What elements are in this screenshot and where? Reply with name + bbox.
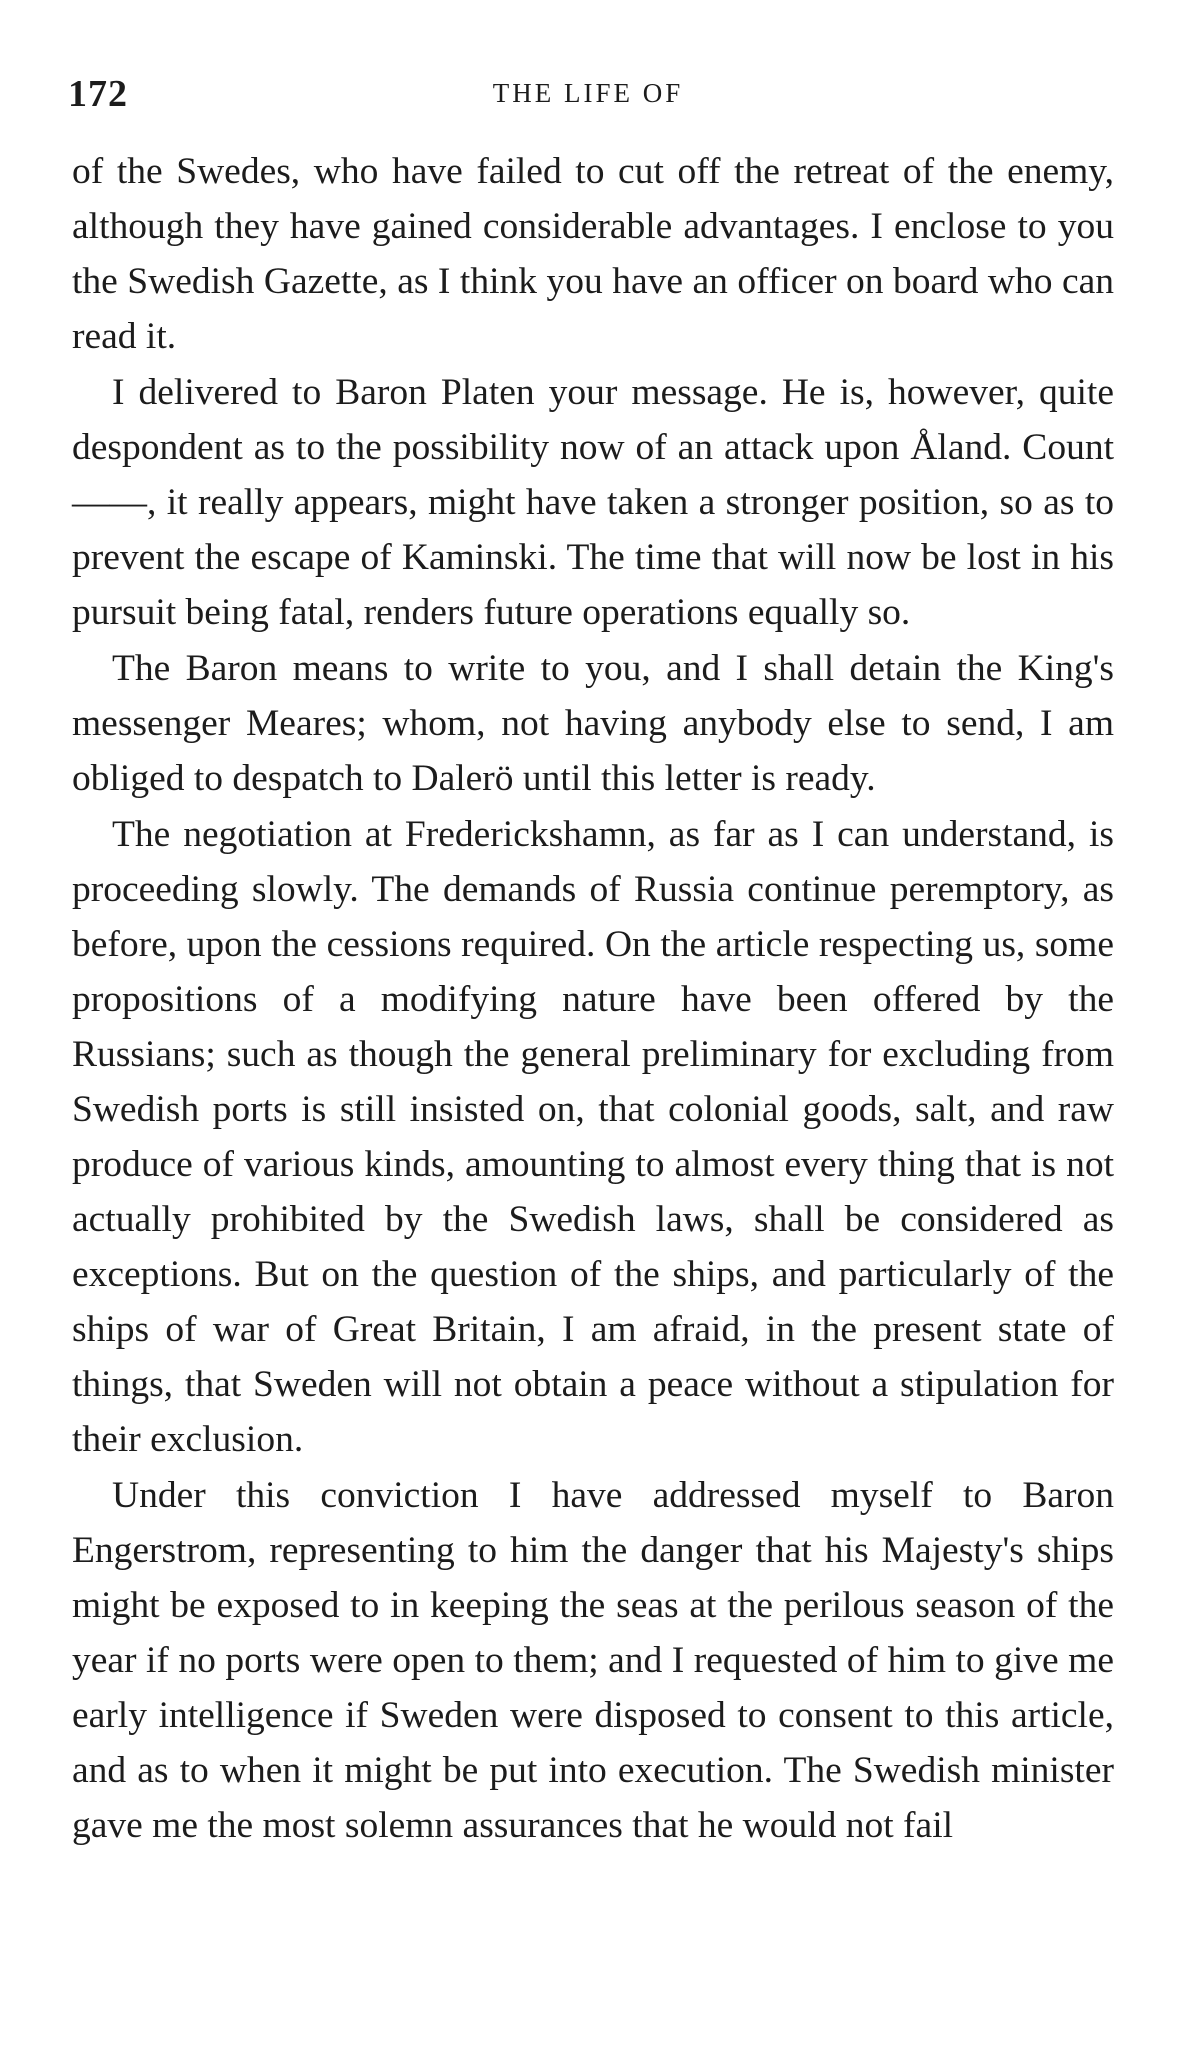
running-head [68, 72, 1108, 124]
paragraph-3: The Baron means to write to you, and I shall detain the King's messenger Meares; whom, not having anybody else to send, I am obliged to despatch to Dalerö until this letter is ready. [72, 648, 1114, 799]
body-text [72, 144, 1114, 1853]
running-title: THE LIFE OF [492, 78, 684, 108]
paragraph-1: of the Swedes, who have failed to cut off the retreat of the enemy, although they have gained considerable advantages. I enclose to you the Swedish Gazette, as I think you have an officer on board who can read it. [72, 151, 1114, 357]
paragraph-5: Under this conviction I have addressed myself to Baron Engerstrom, representing to him the danger that his Majesty's ships might be exposed to in keeping the seas at the perilous season of the year if no ports were open to them; and I requested of him to give me early intelligence if Sweden were disposed to consent to this article, and as to when it might be put into execution. The Swedish minister gave me the most solemn assurances that he would not fail [72, 1475, 1114, 1846]
paragraph-2: I delivered to Baron Platen your message. He is, however, quite despondent as to the possibility now of an attack upon Åland. Count ——, it really appears, might have taken a stronger position, so as to prevent the escape of Kaminski. The time that will now be lost in his pursuit being fatal, renders future operations equally so. [72, 372, 1114, 633]
paragraph-4: The negotiation at Frederickshamn, as far as I can understand, is proceeding slowly. The demands of Russia continue peremptory, as before, upon the cessions required. On the article respecting us, some propositions of a modifying nature have been offered by the Russians; such as though the general preliminary for excluding from Swedish ports is still insisted on, that colonial goods, salt, and raw produce of various kinds, amounting to almost every thing that is not actually prohibited by the Swedish laws, shall be considered as exceptions. But on the question of the ships, and particularly of the ships of war of Great Britain, I am afraid, in the present state of things, that Sweden will not obtain a peace without a stipulation for their exclusion. [72, 814, 1114, 1460]
page-number: 172 [68, 73, 128, 115]
